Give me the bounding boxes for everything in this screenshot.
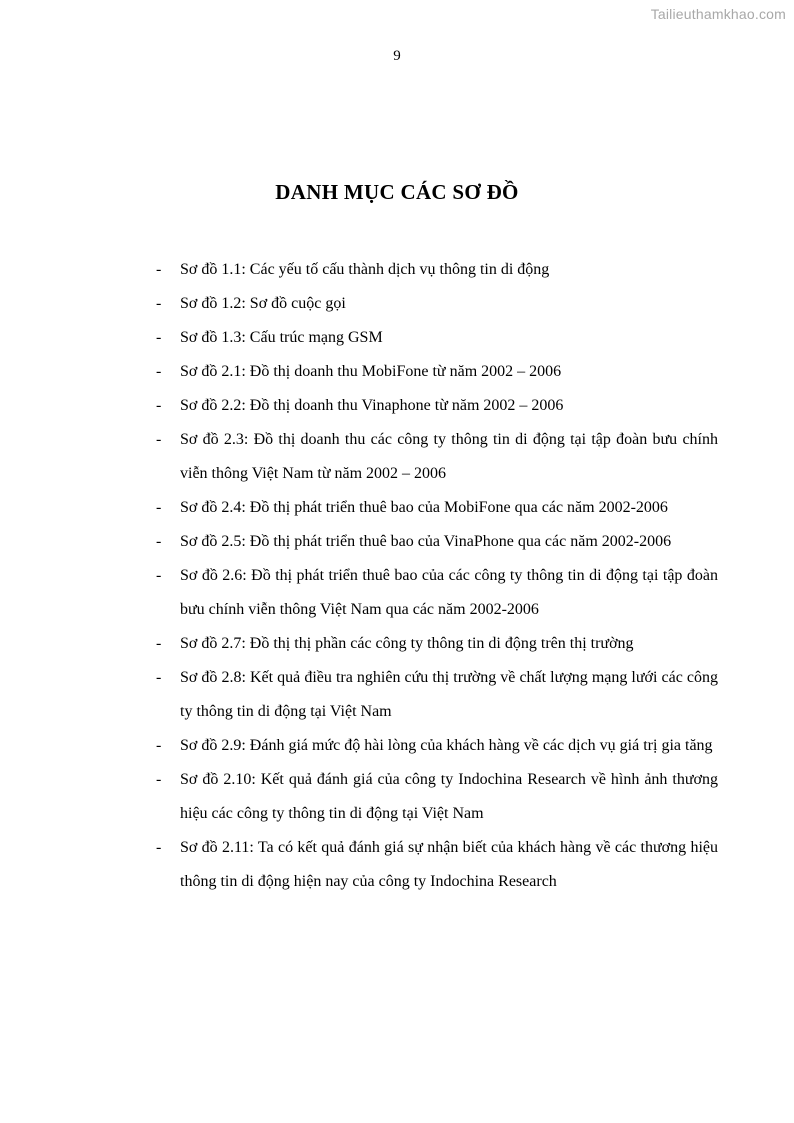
list-item-text: Sơ đồ 1.3: Cấu trúc mạng GSM [180,329,383,346]
list-item-text: Sơ đồ 2.2: Đồ thị doanh thu Vinaphone từ năm 2002 – 2006 [180,397,564,414]
list-item [156,763,718,831]
list-item [156,559,718,627]
list-item [156,525,718,559]
bullet-dash: - [156,329,162,346]
bullet-dash: - [156,771,162,788]
diagram-list [156,253,718,899]
list-item-text: Sơ đồ 2.1: Đồ thị doanh thu MobiFone từ năm 2002 – 2006 [180,363,562,380]
bullet-dash: - [156,363,162,380]
bullet-dash: - [156,431,162,448]
list-item-text: Sơ đồ 2.7: Đồ thị thị phần các công ty thông tin di động trên thị trường [180,635,634,652]
list-item-text: Sơ đồ 2.9: Đánh giá mức độ hài lòng của khách hàng về các dịch vụ giá trị gia tăng [180,737,713,754]
bullet-dash: - [156,567,162,584]
list-item [156,321,718,355]
list-item [156,253,718,287]
list-item [156,423,718,491]
list-item-text: Sơ đồ 2.6: Đồ thị phát triển thuê bao của các công ty thông tin di động tại tập đoàn bưu chính viễn thông Việt Nam qua các năm 2002-2006 [180,567,718,618]
list-item-text: Sơ đồ 1.2: Sơ đồ cuộc gọi [180,295,346,312]
list-item [156,355,718,389]
bullet-dash: - [156,839,162,856]
list-item [156,729,718,763]
bullet-dash: - [156,397,162,414]
page-title: DANH MỤC CÁC SƠ ĐỒ [275,180,519,204]
list-item [156,491,718,525]
list-item [156,287,718,321]
list-item-text: Sơ đồ 2.11: Ta có kết quả đánh giá sự nhận biết của khách hàng về các thương hiệu thông tin di động hiện nay của công ty Indochina Research [180,839,718,890]
bullet-dash: - [156,261,162,278]
page-number: 9 [393,48,401,64]
list-item-text: Sơ đồ 2.10: Kết quả đánh giá của công ty Indochina Research về hình ảnh thương hiệu các công ty thông tin di động tại Việt Nam [180,771,718,822]
list-item [156,627,718,661]
list-item-text: Sơ đồ 2.5: Đồ thị phát triển thuê bao của VinaPhone qua các năm 2002-2006 [180,533,672,550]
bullet-dash: - [156,499,162,516]
list-item [156,831,718,899]
bullet-dash: - [156,533,162,550]
list-item-text: Sơ đồ 2.4: Đồ thị phát triển thuê bao của MobiFone qua các năm 2002-2006 [180,499,668,516]
list-item-text: Sơ đồ 2.8: Kết quả điều tra nghiên cứu thị trường về chất lượng mạng lưới các công ty thông tin di động tại Việt Nam [180,669,718,720]
list-item [156,389,718,423]
watermark: Tailieuthamkhao.com [650,6,786,22]
list-item-text: Sơ đồ 2.3: Đồ thị doanh thu các công ty thông tin di động tại tập đoàn bưu chính viễn thông Việt Nam từ năm 2002 – 2006 [180,431,718,482]
bullet-dash: - [156,295,162,312]
list-item-text: Sơ đồ 1.1: Các yếu tố cấu thành dịch vụ thông tin di động [180,261,550,278]
bullet-dash: - [156,635,162,652]
list-item [156,661,718,729]
bullet-dash: - [156,737,162,754]
bullet-dash: - [156,669,162,686]
